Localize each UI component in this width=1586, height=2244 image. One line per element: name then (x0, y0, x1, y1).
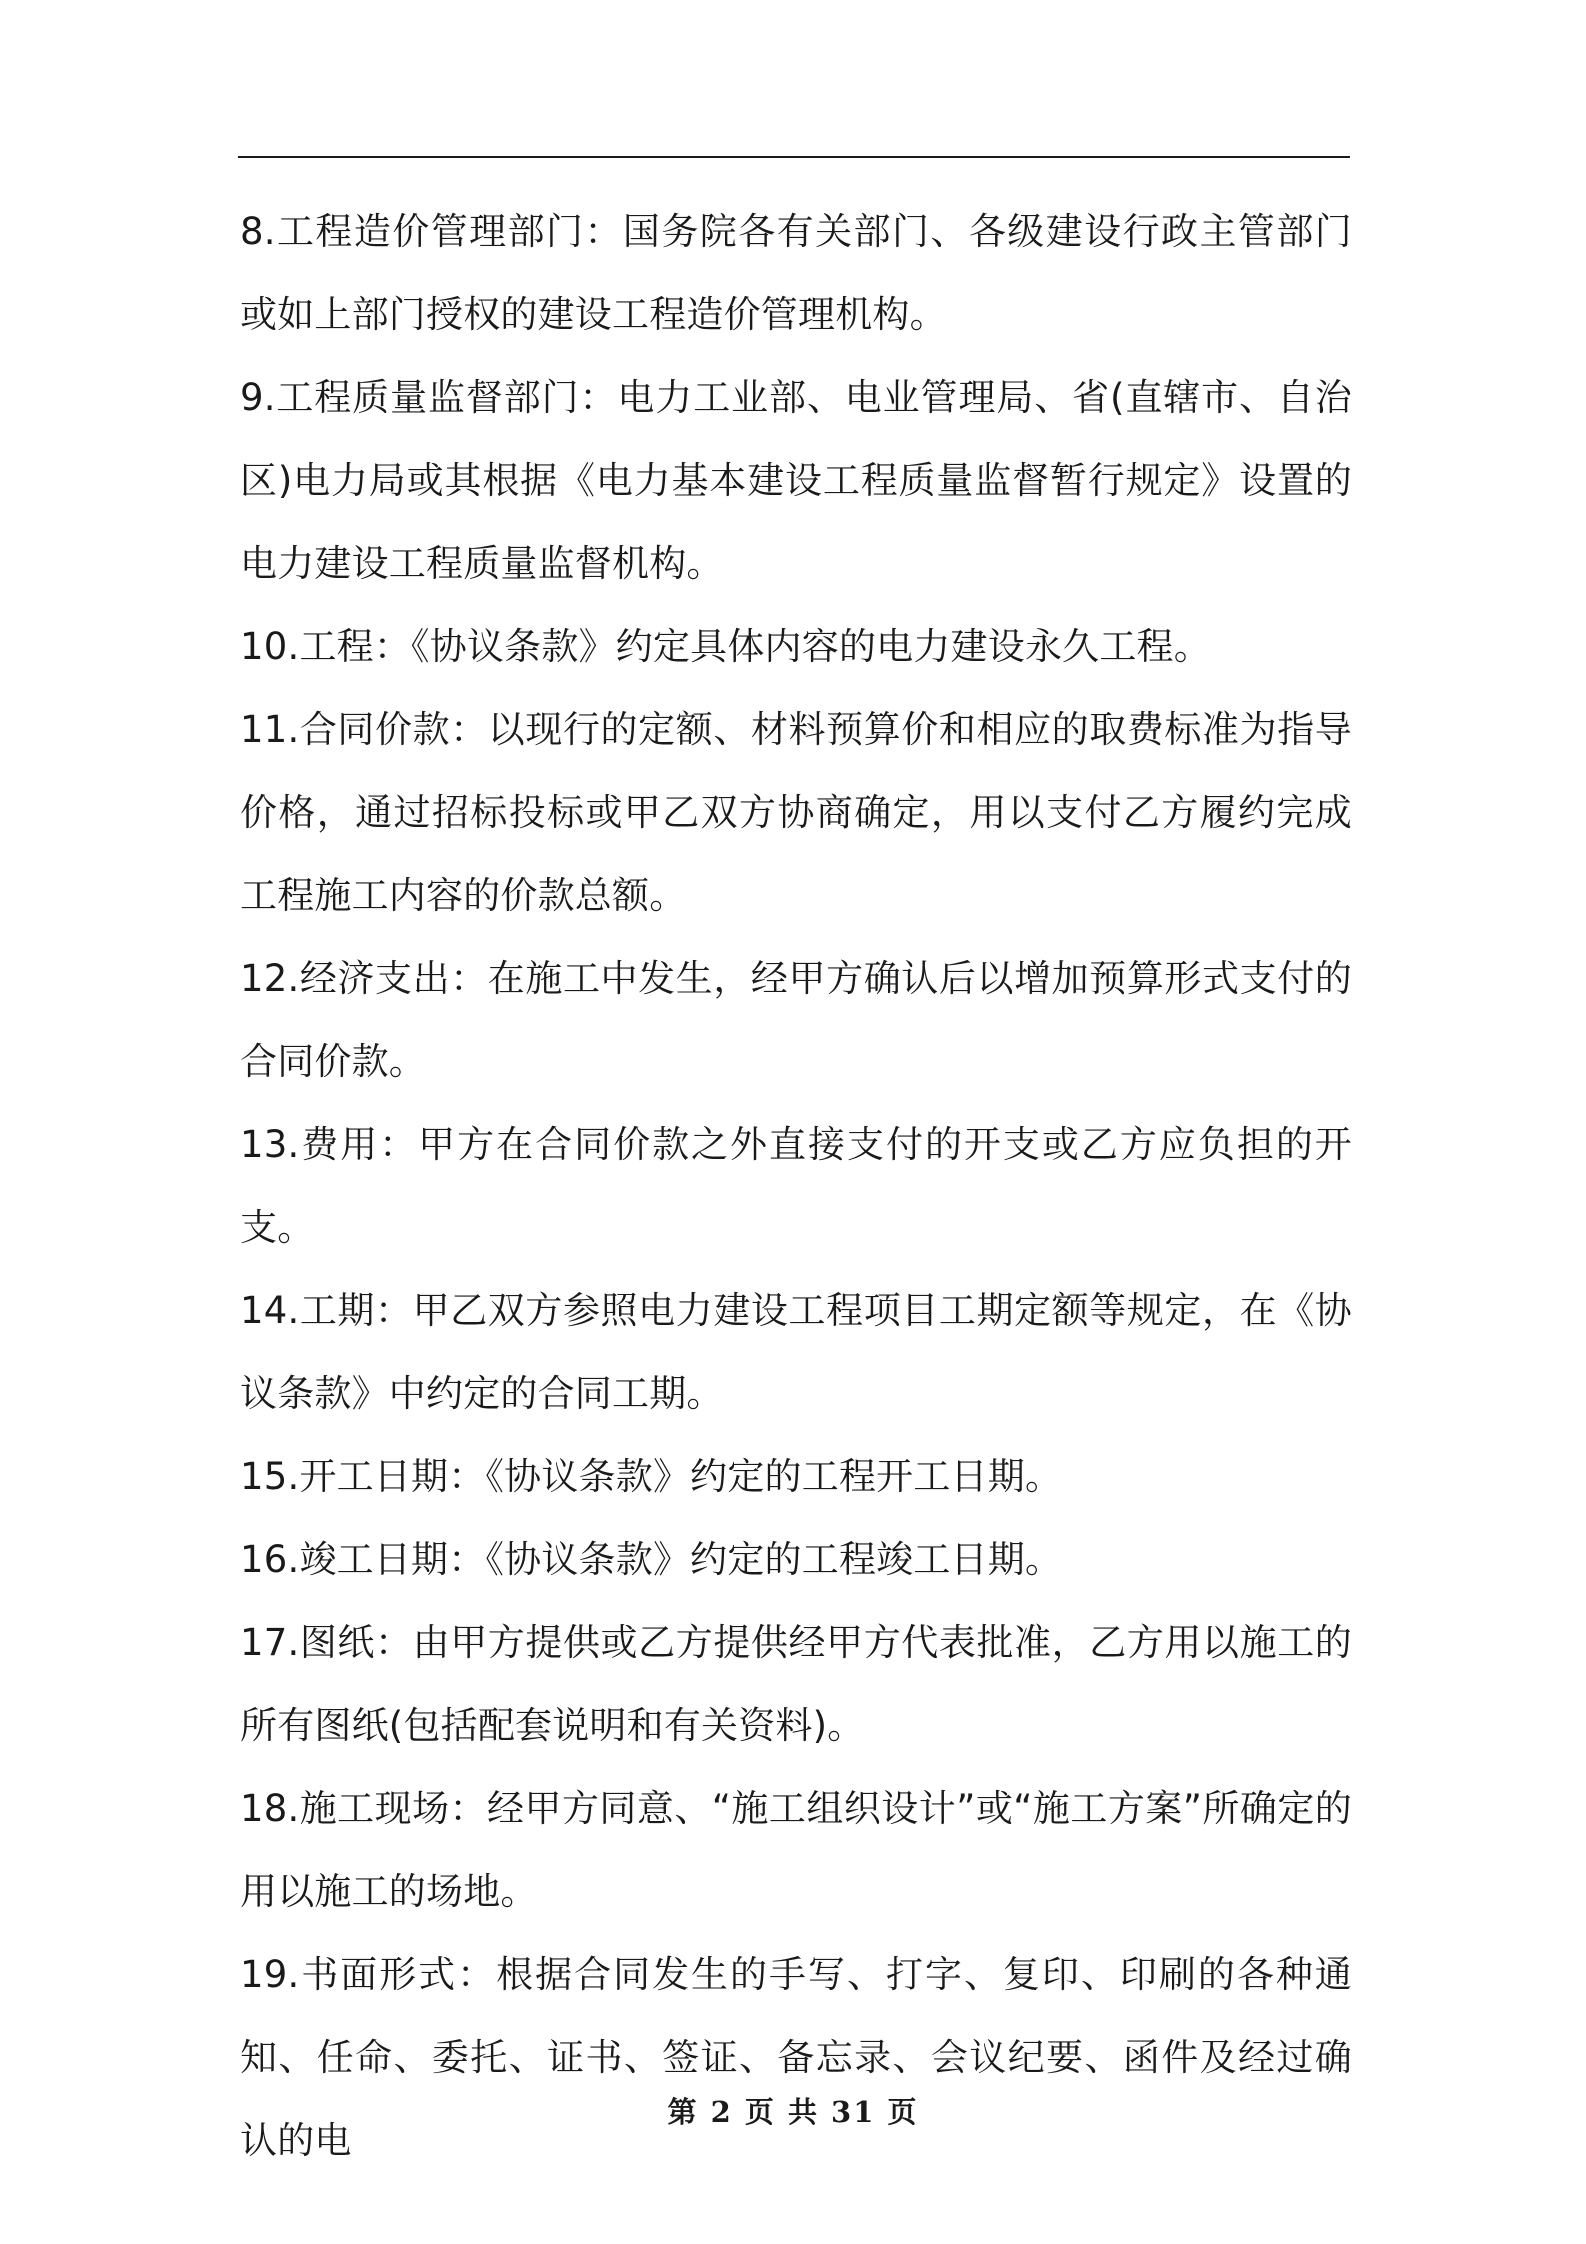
clause-10: 10.工程：《协议条款》约定具体内容的电力建设永久工程。 (240, 625, 1211, 668)
document-body (240, 190, 1352, 2182)
clause-18: 18.施工现场：经甲方同意、“施工组织设计”或“施工方案”所确定的用以施工的场地。 (240, 1787, 1352, 1913)
clause-16: 16.竣工日期：《协议条款》约定的工程竣工日期。 (240, 1538, 1063, 1581)
clause-11: 11.合同价款：以现行的定额、材料预算价和相应的取费标准为指导价格，通过招标投标或甲乙双方协商确定，用以支付乙方履约完成工程施工内容的价款总额。 (240, 708, 1352, 917)
clause-9: 9.工程质量监督部门：电力工业部、电业管理局、省(直辖市、自治区)电力局或其根据《电力基本建设工程质量监督暂行规定》设置的电力建设工程质量监督机构。 (240, 376, 1352, 585)
clause-15: 15.开工日期：《协议条款》约定的工程开工日期。 (240, 1455, 1063, 1498)
clause-19: 19.书面形式：根据合同发生的手写、打字、复印、印刷的各种通知、任命、委托、证书、签证、备忘录、会议纪要、函件及经过确认的电 (240, 1953, 1352, 2162)
header-rule (238, 156, 1350, 158)
clause-12: 12.经济支出：在施工中发生，经甲方确认后以增加预算形式支付的合同价款。 (240, 957, 1352, 1083)
clause-17: 17.图纸：由甲方提供或乙方提供经甲方代表批准，乙方用以施工的所有图纸(包括配套说明和有关资料)。 (240, 1621, 1352, 1747)
page-number: 第 2 页 共 31 页 (667, 2095, 919, 2129)
clause-13: 13.费用：甲方在合同价款之外直接支付的开支或乙方应负担的开支。 (240, 1123, 1352, 1249)
clause-14: 14.工期：甲乙双方参照电力建设工程项目工期定额等规定，在《协议条款》中约定的合同工期。 (240, 1289, 1352, 1415)
clause-8: 8.工程造价管理部门：国务院各有关部门、各级建设行政主管部门或如上部门授权的建设工程造价管理机构。 (240, 210, 1352, 336)
